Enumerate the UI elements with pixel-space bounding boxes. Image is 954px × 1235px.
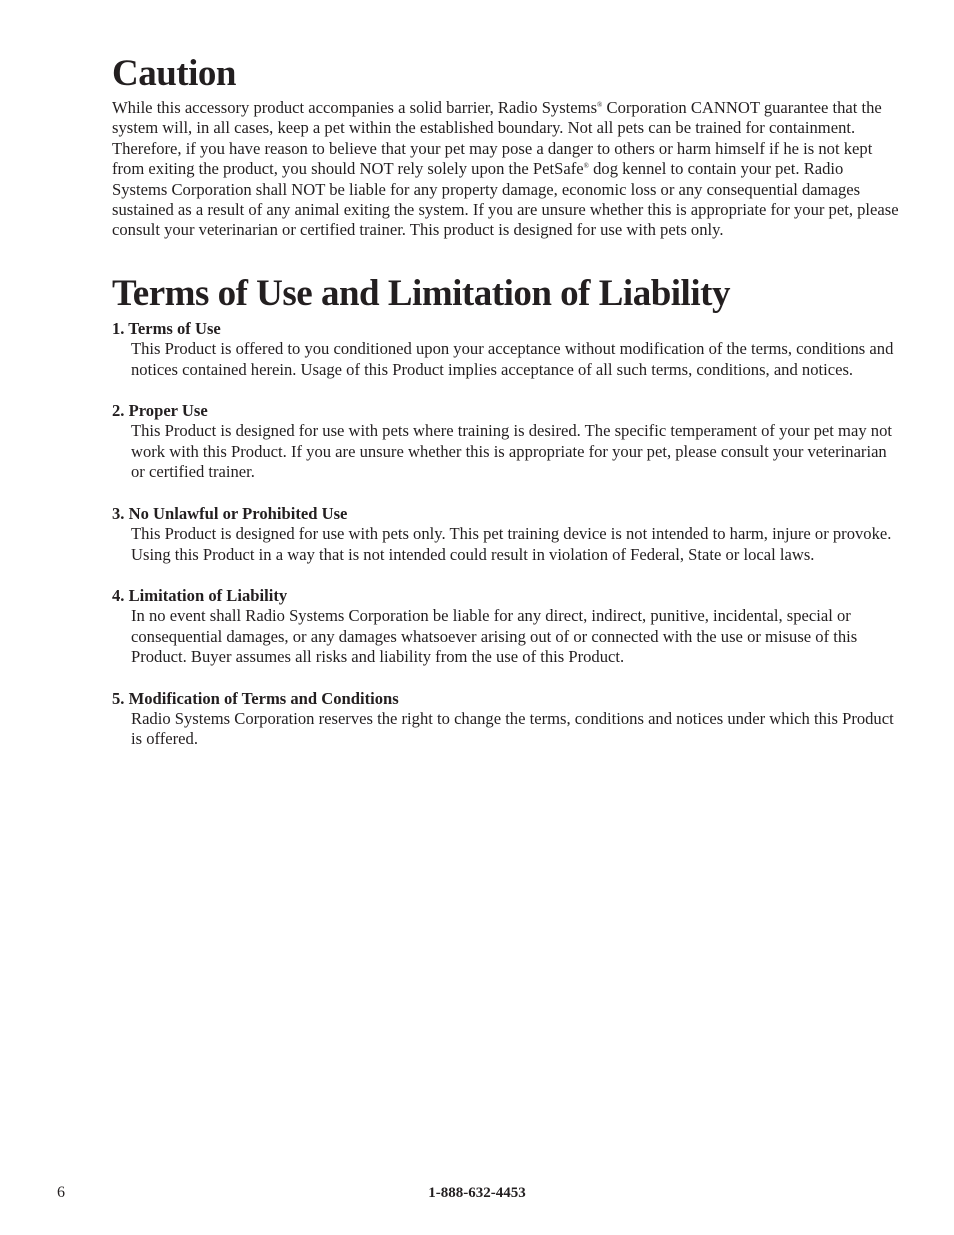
term-item-terms-of-use xyxy=(112,319,902,380)
page-number: 6 xyxy=(57,1184,65,1201)
term-item-limitation-of-liability xyxy=(112,586,902,668)
terms-list xyxy=(112,319,902,750)
phone-number: 1-888-632-4453 xyxy=(428,1185,526,1201)
term-heading: 5. Modification of Terms and Conditions xyxy=(112,688,399,708)
registered-mark: ® xyxy=(597,101,603,109)
term-body: Radio Systems Corporation reserves the right to change the terms, conditions and notices under which this Product is offered. xyxy=(131,708,894,749)
registered-mark: ® xyxy=(583,162,589,171)
caution-heading: Caution xyxy=(112,53,236,94)
term-item-modification-of-terms xyxy=(112,689,902,750)
term-heading: 4. Limitation of Liability xyxy=(112,585,288,605)
term-body: This Product is designed for use with pets only. This pet training device is not intended to harm, injure or provoke. Using this Product in a way that is not intended could result in violation of Federal, State or local laws. xyxy=(131,524,892,564)
caution-text-part-1: While this accessory product accompanies a solid barrier, Radio Systems xyxy=(112,98,598,117)
term-body: This Product is offered to you conditioned upon your acceptance without modification of the terms, conditions and notices contained herein. Usage of this Product implies acceptance of all such terms, conditions, and notices. xyxy=(131,339,894,379)
term-heading: 1. Terms of Use xyxy=(112,318,221,338)
page-content xyxy=(112,54,902,771)
caution-paragraph xyxy=(112,98,902,241)
term-heading: 2. Proper Use xyxy=(112,401,208,421)
caution-text-part-2: Corporation CANNOT guarantee that the system will, in all cases, keep a pet within the established boundary. Not all pets can be trained for containment. Therefore, if you have reason to believe that your pet may pose a danger to others or harm himself if he is not kept from exiting the product, you should NOT rely solely upon the PetSafe xyxy=(112,98,882,179)
term-item-proper-use xyxy=(112,401,902,483)
term-heading: 3. No Unlawful or Prohibited Use xyxy=(112,503,348,523)
term-item-no-unlawful-use xyxy=(112,504,902,565)
term-body: This Product is designed for use with pets where training is desired. The specific temperament of your pet may not work with this Product. If you are unsure whether this is appropriate for your pet, please consult your veterinarian or certified trainer. xyxy=(131,421,892,482)
term-body: In no event shall Radio Systems Corporation be liable for any direct, indirect, punitive, incidental, special or consequential damages, or any damages whatsoever arising out of or connected with the use or misuse of this Product. Buyer assumes all risks and liability from the use of this Product. xyxy=(131,606,858,667)
terms-heading: Terms of Use and Limitation of Liability xyxy=(112,272,730,314)
caution-text-part-3: dog kennel to contain your pet. Radio Systems Corporation shall NOT be liable for any property damage, economic loss or any consequential damages sustained as a result of any animal exiting the system. If you are unsure whether this is appropriate for your pet, please consult your veterinarian or certified trainer. This product is designed for use with pets only. xyxy=(112,159,899,240)
